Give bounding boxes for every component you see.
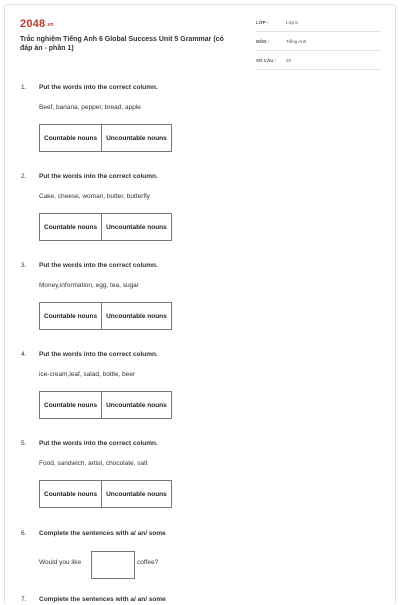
question-number: 4. bbox=[21, 351, 27, 358]
question-number: 1. bbox=[21, 84, 27, 91]
question-number: 3. bbox=[21, 262, 27, 269]
meta-label: SỐ CÂU : bbox=[256, 58, 277, 63]
question-prompt: Put the words into the correct column. bbox=[39, 173, 158, 180]
word-list: Cake, cheese, woman, butter, butterfly bbox=[39, 193, 150, 200]
column-uncountable[interactable]: Uncountable nouns bbox=[102, 481, 172, 508]
sort-table bbox=[39, 213, 172, 241]
column-uncountable[interactable]: Uncountable nouns bbox=[102, 392, 172, 419]
question-prompt: Put the words into the correct column. bbox=[39, 440, 158, 447]
meta-label: MÔN : bbox=[256, 39, 270, 44]
column-countable[interactable]: Countable nouns bbox=[40, 214, 102, 241]
meta-row-class bbox=[256, 17, 381, 32]
question-number: 6. bbox=[21, 530, 27, 537]
sentence-end: coffee? bbox=[137, 559, 159, 566]
column-uncountable[interactable]: Uncountable nouns bbox=[102, 125, 172, 152]
question-number: 7. bbox=[21, 596, 27, 603]
quiz-page bbox=[4, 4, 396, 605]
meta-label: LỚP : bbox=[256, 20, 269, 25]
meta-value: 20 bbox=[286, 58, 292, 63]
question-number: 2. bbox=[21, 173, 27, 180]
question-prompt: Complete the sentences with a/ an/ some bbox=[39, 530, 166, 537]
question-prompt: Put the words into the correct column. bbox=[39, 351, 158, 358]
quiz-title: Trắc nghiệm Tiếng Anh 6 Global Success Unit 5 Grammar (có đáp án - phần 1) bbox=[20, 36, 224, 52]
word-list: ice-cream,leaf, salad, bottle, beer bbox=[39, 371, 136, 378]
column-countable[interactable]: Countable nouns bbox=[40, 125, 102, 152]
answer-blank[interactable] bbox=[91, 551, 135, 579]
word-list: Beef, banana, pepper, bread, apple bbox=[39, 104, 141, 111]
site-logo[interactable]: 2048.vn bbox=[20, 18, 54, 30]
sort-table bbox=[39, 124, 172, 152]
question-number: 5. bbox=[21, 440, 27, 447]
meta-row-count bbox=[256, 55, 381, 70]
question-prompt: Put the words into the correct column. bbox=[39, 84, 158, 91]
sort-table bbox=[39, 480, 172, 508]
fill-in-sentence bbox=[39, 551, 239, 579]
column-countable[interactable]: Countable nouns bbox=[40, 392, 102, 419]
column-countable[interactable]: Countable nouns bbox=[40, 303, 102, 330]
word-list: Food, sandwich, artist, chocolate, salt bbox=[39, 460, 148, 467]
column-uncountable[interactable]: Uncountable nouns bbox=[102, 303, 172, 330]
meta-value: Lớp 6 bbox=[286, 20, 298, 25]
quiz-header bbox=[5, 5, 395, 71]
word-list: Money,information, egg, tea, sugar bbox=[39, 282, 139, 289]
sort-table bbox=[39, 391, 172, 419]
sentence-start: Would you like bbox=[39, 559, 82, 566]
meta-value: Tiếng Anh bbox=[286, 39, 307, 44]
column-uncountable[interactable]: Uncountable nouns bbox=[102, 214, 172, 241]
question-prompt: Complete the sentences with a/ an/ some bbox=[39, 596, 166, 603]
meta-row-subject bbox=[256, 36, 381, 51]
quiz-meta bbox=[256, 17, 381, 74]
column-countable[interactable]: Countable nouns bbox=[40, 481, 102, 508]
question-prompt: Put the words into the correct column. bbox=[39, 262, 158, 269]
sort-table bbox=[39, 302, 172, 330]
